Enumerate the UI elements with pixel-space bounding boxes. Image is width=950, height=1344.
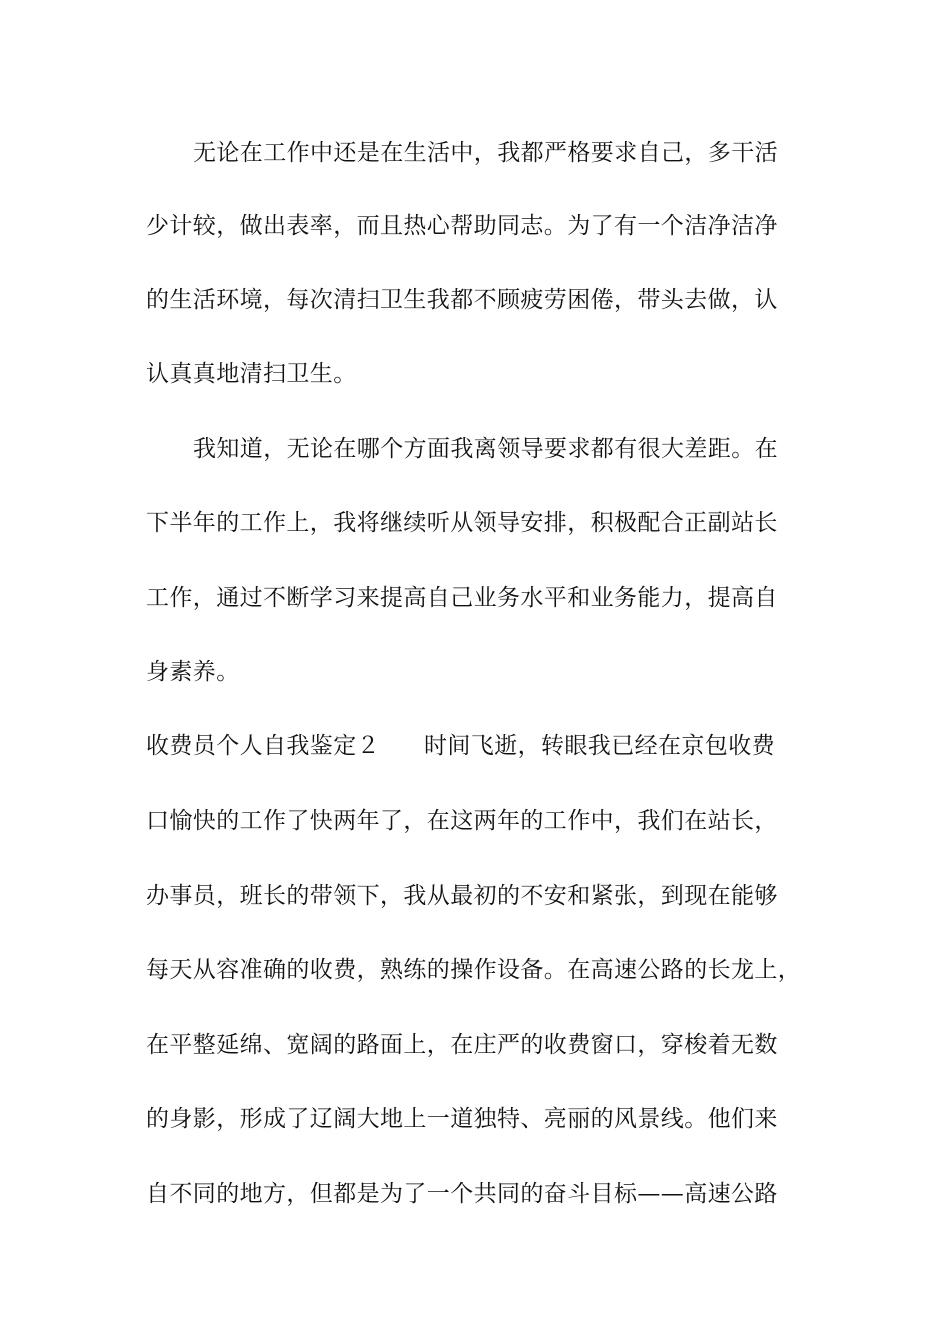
text-line: 工作，通过不断学习来提高自己业务水平和业务能力，提高自 [146,585,778,611]
text-line: 我知道，无论在哪个方面我离领导要求都有很大差距。在 [193,436,778,462]
text-line: 的生活环境，每次清扫卫生我都不顾疲劳困倦，带头去做，认 [146,287,778,313]
text-line: 办事员，班长的带领下，我从最初的不安和紧张，到现在能够 [146,883,778,909]
section-heading: 收费员个人自我鉴定２ [146,733,380,759]
section-heading-line [146,726,836,766]
text-line: 的身影，形成了辽阔大地上一道独特、亮丽的风景线。他们来 [146,1106,778,1132]
text-line: 时间飞逝，转眼我已经在京包收费 [424,733,775,759]
text-line: 认真真地清扫卫生。 [146,361,357,387]
text-line: 下半年的工作上，我将继续听从领导安排，积极配合正副站长 [146,510,778,536]
text-line: 自不同的地方，但都是为了一个共同的奋斗目标——高速公路 [146,1181,778,1207]
text-line: 口愉快的工作了快两年了，在这两年的工作中，我们在站长， [146,808,778,834]
text-line: 每天从容准确的收费，熟练的操作设备。在高速公路的长龙上， [146,957,802,983]
text-line: 少计较，做出表率，而且热心帮助同志。为了有一个洁净洁净 [146,213,778,239]
text-line: 无论在工作中还是在生活中，我都严格要求自己，多干活 [193,140,778,166]
text-line: 在平整延绵、宽阔的路面上，在庄严的收费窗口，穿梭着无数 [146,1032,778,1058]
text-line: 身素养。 [146,659,240,685]
